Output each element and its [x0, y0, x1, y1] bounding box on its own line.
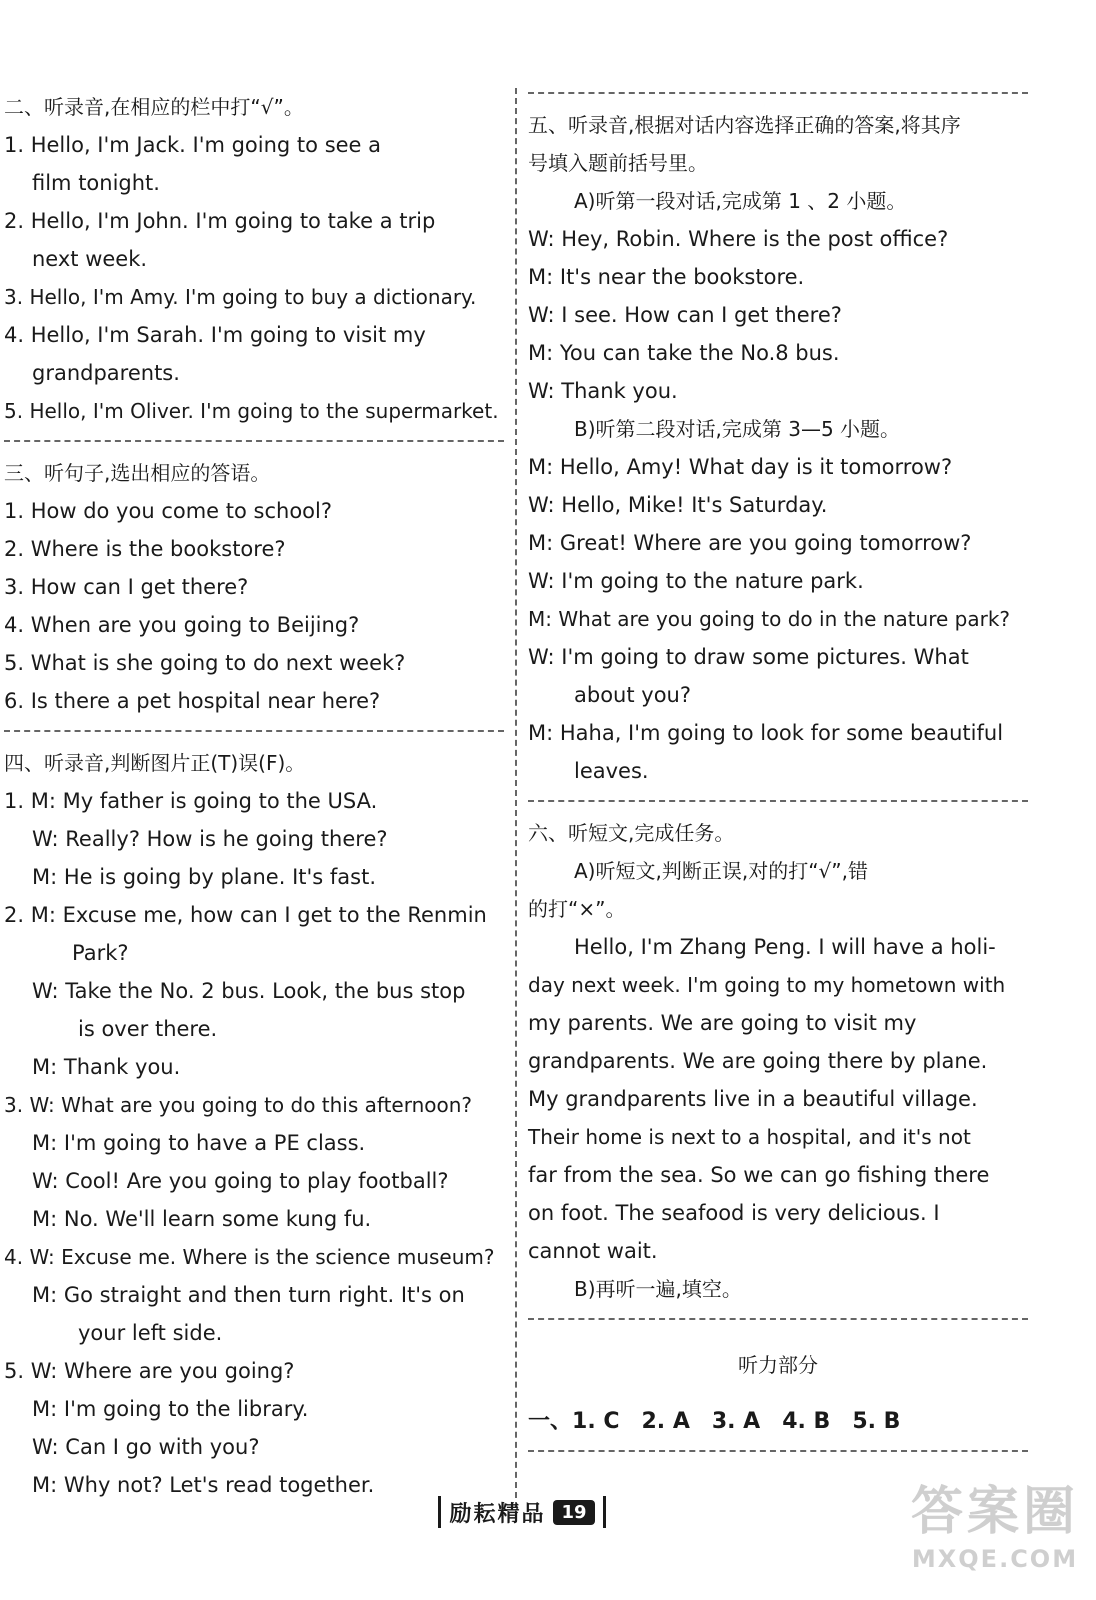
- answer-section: [528, 1346, 1028, 1452]
- sec4-line-2: W: Really? How is he going there?: [32, 827, 388, 851]
- dialog-b-line-3: M: Great! Where are you going tomorrow?: [528, 531, 972, 555]
- sec4-line-4: 2. M: Excuse me, how can I get to the Renmin: [4, 903, 487, 927]
- dialog-b-line-1: M: Hello, Amy! What day is it tomorrow?: [528, 455, 953, 479]
- sec4-line-8: M: Thank you.: [32, 1055, 181, 1079]
- passage-line-1: Hello, I'm Zhang Peng. I will have a holi-: [574, 935, 996, 959]
- section-6-part-a-line-1: A)听短文,判断正误,对的打“√”,错: [574, 859, 869, 883]
- sec2-line-8: 5. Hello, I'm Oliver. I'm going to the supermarket.: [4, 399, 499, 423]
- section-2-title: 二、听录音,在相应的栏中打“√”。: [4, 95, 304, 119]
- dialog-a-line-4: M: You can take the No.8 bus.: [528, 341, 840, 365]
- section-6: [528, 814, 1028, 1308]
- sec4-line-18: W: Can I go with you?: [32, 1435, 260, 1459]
- sec4-line-15: your left side.: [78, 1321, 223, 1345]
- passage-line-3: my parents. We are going to visit my: [528, 1011, 917, 1035]
- sec3-line-2: 2. Where is the bookstore?: [4, 537, 286, 561]
- column-divider: [515, 88, 517, 1508]
- sec4-line-7: is over there.: [78, 1017, 218, 1041]
- watermark-logo: 答案圈: [910, 1482, 1079, 1542]
- section-5-title-line-2: 号填入题前括号里。: [528, 151, 708, 175]
- sec4-line-11: W: Cool! Are you going to play football?: [32, 1169, 449, 1193]
- answer-item: 3. A: [711, 1409, 761, 1434]
- sec4-line-17: M: I'm going to the library.: [32, 1397, 309, 1421]
- page-footer: [432, 1492, 612, 1532]
- divider: [528, 800, 1028, 802]
- divider: [4, 440, 504, 442]
- section-4: [4, 744, 504, 1504]
- sec4-line-19: M: Why not? Let's read together.: [32, 1473, 375, 1497]
- dialog-b-line-2: W: Hello, Mike! It's Saturday.: [528, 493, 828, 517]
- dialog-b-line-8: M: Haha, I'm going to look for some beautiful: [528, 721, 1004, 745]
- sec4-line-6: W: Take the No. 2 bus. Look, the bus stop: [32, 979, 466, 1003]
- divider: [528, 1450, 1028, 1452]
- dialog-b-line-9: leaves.: [574, 759, 649, 783]
- sec2-line-5: 3. Hello, I'm Amy. I'm going to buy a dictionary.: [4, 285, 477, 309]
- answer-row: [528, 1402, 1028, 1442]
- sec4-line-9: 3. W: What are you going to do this afternoon?: [4, 1093, 473, 1117]
- footer-brand: 励耘精品: [449, 1501, 546, 1527]
- sec2-line-7: grandparents.: [32, 361, 180, 385]
- page-number: 19: [553, 1500, 594, 1525]
- sec3-line-4: 4. When are you going to Beijing?: [4, 613, 360, 637]
- dialog-b-line-5: M: What are you going to do in the nature park?: [528, 607, 1011, 631]
- sec2-line-3: 2. Hello, I'm John. I'm going to take a trip: [4, 209, 436, 233]
- sec4-line-1: 1. M: My father is going to the USA.: [4, 789, 378, 813]
- sec4-line-14: M: Go straight and then turn right. It's on: [32, 1283, 465, 1307]
- section-6-part-a-line-2: 的打“×”。: [528, 897, 626, 921]
- answer-item: 2. A: [641, 1409, 690, 1434]
- sec2-line-6: 4. Hello, I'm Sarah. I'm going to visit my: [4, 323, 426, 347]
- sec3-line-1: 1. How do you come to school?: [4, 499, 332, 523]
- watermark: [900, 1480, 1090, 1590]
- divider: [4, 730, 504, 732]
- watermark-url: MXQE.COM: [911, 1545, 1079, 1573]
- divider: [528, 92, 1028, 94]
- answer-item: 4. B: [782, 1409, 831, 1434]
- passage-line-9: cannot wait.: [528, 1239, 658, 1263]
- answer-prefix: 一、: [528, 1409, 573, 1434]
- passage-line-7: far from the sea. So we can go fishing there: [528, 1163, 990, 1187]
- passage-line-2: day next week. I'm going to my hometown with: [528, 973, 1006, 997]
- section-4-title: 四、听录音,判断图片正(T)误(F)。: [4, 751, 306, 775]
- answer-heading: 听力部分: [738, 1353, 818, 1377]
- sec3-line-3: 3. How can I get there?: [4, 575, 249, 599]
- section-3-title: 三、听句子,选出相应的答语。: [4, 461, 271, 485]
- section-6-title: 六、听短文,完成任务。: [528, 821, 735, 845]
- sec4-line-10: M: I'm going to have a PE class.: [32, 1131, 366, 1155]
- sec3-line-6: 6. Is there a pet hospital near here?: [4, 689, 381, 713]
- dialog-a-line-3: W: I see. How can I get there?: [528, 303, 842, 327]
- divider: [528, 1318, 1028, 1320]
- section-5-part-b: B)听第二段对话,完成第 3—5 小题。: [574, 417, 901, 441]
- footer-bar-left: [438, 1496, 441, 1528]
- section-5-title-line-1: 五、听录音,根据对话内容选择正确的答案,将其序: [528, 113, 961, 137]
- passage-line-5: My grandparents live in a beautiful village.: [528, 1087, 978, 1111]
- left-column: [4, 88, 504, 1504]
- section-2: [4, 88, 504, 430]
- dialog-b-line-6: W: I'm going to draw some pictures. What: [528, 645, 969, 669]
- sec4-line-5: Park?: [72, 941, 129, 965]
- sec4-line-13: 4. W: Excuse me. Where is the science museum?: [4, 1245, 495, 1269]
- sec4-line-16: 5. W: Where are you going?: [4, 1359, 295, 1383]
- section-5: [528, 106, 1028, 790]
- answer-item: 1. C: [572, 1409, 620, 1434]
- sec3-line-5: 5. What is she going to do next week?: [4, 651, 406, 675]
- sec2-line-2: film tonight.: [32, 171, 160, 195]
- dialog-b-line-7: about you?: [574, 683, 691, 707]
- section-5-part-a: A)听第一段对话,完成第 1 、2 小题。: [574, 189, 907, 213]
- passage-line-8: on foot. The seafood is very delicious. I: [528, 1201, 940, 1225]
- footer-bar-right: [603, 1496, 606, 1528]
- sec2-line-1: 1. Hello, I'm Jack. I'm going to see a: [4, 133, 382, 157]
- dialog-b-line-4: W: I'm going to the nature park.: [528, 569, 864, 593]
- section-3: [4, 454, 504, 720]
- sec2-line-4: next week.: [32, 247, 148, 271]
- sec4-line-3: M: He is going by plane. It's fast.: [32, 865, 377, 889]
- dialog-a-line-1: W: Hey, Robin. Where is the post office?: [528, 227, 949, 251]
- passage-line-6: Their home is next to a hospital, and it's not: [528, 1125, 971, 1149]
- section-6-part-b: B)再听一遍,填空。: [574, 1277, 742, 1301]
- right-column: [528, 88, 1028, 1464]
- sec4-line-12: M: No. We'll learn some kung fu.: [32, 1207, 372, 1231]
- answer-item: 5. B: [852, 1409, 901, 1434]
- dialog-a-line-5: W: Thank you.: [528, 379, 678, 403]
- dialog-a-line-2: M: It's near the bookstore.: [528, 265, 805, 289]
- passage-line-4: grandparents. We are going there by plane.: [528, 1049, 988, 1073]
